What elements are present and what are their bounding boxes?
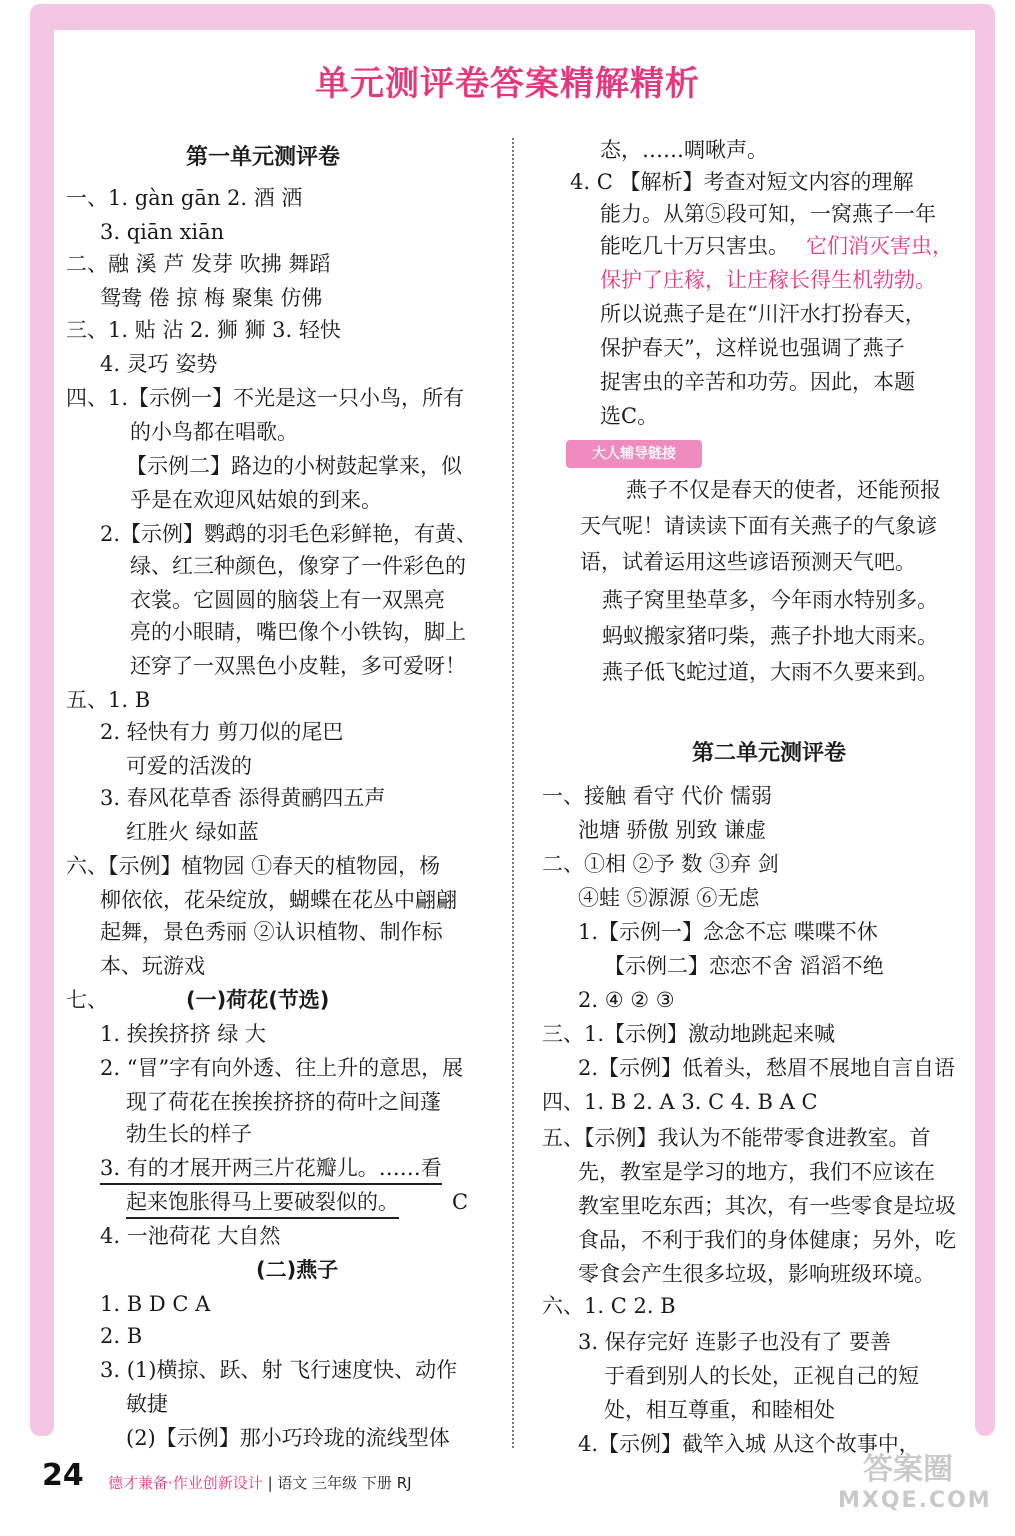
answer-line: 衣裳。它圆圆的脑袋上有一双黑亮 xyxy=(130,588,445,612)
answer-line: 所以说燕子是在“川汗水打扮春天， xyxy=(600,302,926,326)
page-number: 24 xyxy=(42,1458,84,1493)
answer-line: 一、1. gàn gān 2. 酒 洒 xyxy=(66,186,303,210)
answer-line: 零食会产生很多垃圾，影响班级环境。 xyxy=(578,1262,935,1286)
watermark-text: 答案圈 xyxy=(863,1452,953,1487)
answer-line: 敏捷 xyxy=(126,1392,168,1416)
answer-line: 现了荷花在挨挨挤挤的荷叶之间蓬 xyxy=(126,1090,441,1114)
answer-line: 4. 一池荷花 大自然 xyxy=(100,1224,281,1248)
answer-line: 【示例二】恋恋不舍 滔滔不绝 xyxy=(604,954,884,978)
answer-line: 红胜火 绿如蓝 xyxy=(126,820,259,844)
tip-line: 语，试着运用这些谚语预测天气吧。 xyxy=(580,550,916,574)
answer-line: 勃生长的样子 xyxy=(126,1122,252,1146)
page-title: 单元测评卷答案精解精析 xyxy=(315,64,700,104)
tutoring-link-badge: 大人辅导链接 xyxy=(566,440,702,468)
answer-line: 选C。 xyxy=(600,404,659,428)
answer-line: (2)【示例】那小巧玲珑的流线型体 xyxy=(126,1426,450,1450)
answer-line: 的小鸟都在唱歌。 xyxy=(130,420,298,444)
answer-line: 七、 xyxy=(66,988,108,1012)
watermark-logo xyxy=(838,1452,992,1518)
answer-line: 3. 保存完好 连影子也没有了 要善 xyxy=(578,1330,892,1354)
tip-line: 燕子不仅是春天的使者，还能预报 xyxy=(626,478,941,502)
answer-line: 态，……啁啾声。 xyxy=(600,138,768,162)
answer-line: ④蛙 ⑤源源 ⑥无虑 xyxy=(578,886,760,910)
answer-line: 六、【示例】植物园 ①春天的植物园，杨 xyxy=(66,854,441,878)
answer-line: 于看到别人的长处，正视自己的短 xyxy=(604,1364,919,1388)
underlined-sentence: 起来饱胀得马上要破裂似的。 xyxy=(126,1188,399,1219)
answer-line: 二、①相 ②予 数 ③弃 剑 xyxy=(542,852,779,876)
answer-line: 六、1. C 2. B xyxy=(542,1294,676,1318)
footer-separator: | xyxy=(267,1474,278,1492)
answer-line: 四、1. B 2. A 3. C 4. B A C xyxy=(542,1090,818,1114)
answer-line: 五、【示例】我认为不能带零食进教室。首 xyxy=(542,1126,931,1150)
highlighted-text: 它们消灭害虫， xyxy=(806,234,953,258)
column-divider xyxy=(512,138,514,1448)
answer-line: 2.【示例】低着头，愁眉不展地自言自语 xyxy=(578,1056,956,1080)
highlighted-text: 保护了庄稼，让庄稼长得生机勃勃。 xyxy=(600,268,936,292)
answer-line: 1. 挨挨挤挤 绿 大 xyxy=(100,1022,267,1046)
watermark-url: MXQE.COM xyxy=(838,1488,992,1513)
passage-title: (一)荷花(节选) xyxy=(186,988,330,1012)
answer-line: 鸳鸯 倦 掠 梅 聚集 仿佛 xyxy=(100,286,323,310)
answer-line: 本、玩游戏 xyxy=(100,954,205,978)
tip-line: 天气呢！请读读下面有关燕子的气象谚 xyxy=(580,514,937,538)
unit1-heading: 第一单元测评卷 xyxy=(186,145,341,170)
answer-line: 能吃几十万只害虫。 xyxy=(600,234,789,258)
footer-info xyxy=(108,1472,412,1493)
footer-book-info: 语文 三年级 下册 RJ xyxy=(277,1474,412,1492)
answer-line: 4. C 【解析】考查对短文内容的理解 xyxy=(570,170,914,194)
answer-line: 3. qiān xiān xyxy=(100,220,225,244)
answer-line: 1.【示例一】念念不忘 喋喋不休 xyxy=(578,920,878,944)
answer-line: 4. 灵巧 姿势 xyxy=(100,352,218,376)
answer-line: 乎是在欢迎风姑娘的到来。 xyxy=(130,488,382,512)
answer-line: 三、1. 贴 沾 2. 狮 狮 3. 轻快 xyxy=(66,318,341,342)
answer-line: 可爱的活泼的 xyxy=(126,754,252,778)
underlined-sentence: 3. 有的才展开两三片花瓣儿。……看 xyxy=(100,1154,442,1185)
answer-line: 一、接触 看守 代价 懦弱 xyxy=(542,784,773,808)
passage-title: (二)燕子 xyxy=(256,1258,339,1282)
answer-line: 二、融 溪 芦 发芽 吹拂 舞蹈 xyxy=(66,252,331,276)
answer-line: 4.【示例】截竿入城 从这个故事中， xyxy=(578,1432,920,1456)
answer-line: 亮的小眼睛，嘴巴像个小铁钩，脚上 xyxy=(130,620,466,644)
answer-line: 处，相互尊重，和睦相处 xyxy=(604,1398,835,1422)
answer-line: 3. 春风花草香 添得黄鹂四五声 xyxy=(100,786,386,810)
answer-line: 2.【示例】鹦鹉的羽毛色彩鲜艳，有黄、 xyxy=(100,522,478,546)
answer-line: 三、1.【示例】激动地跳起来喊 xyxy=(542,1022,836,1046)
answer-line: 能力。从第⑤段可知，一窝燕子一年 xyxy=(600,202,936,226)
answer-line: 1. B D C A xyxy=(100,1292,211,1316)
answer-line: C xyxy=(452,1190,469,1214)
answer-line: 捉害虫的辛苦和功劳。因此，本题 xyxy=(600,370,915,394)
answer-line: 3. (1)横掠、跃、射 飞行速度快、动作 xyxy=(100,1358,458,1382)
answer-line: 池塘 骄傲 别致 谦虚 xyxy=(578,818,767,842)
answer-line: 五、1. B xyxy=(66,688,151,712)
answer-line: 四、1.【示例一】不光是这一只小鸟，所有 xyxy=(66,386,465,410)
proverb-line: 蚂蚁搬家猪叼柴，燕子扑地大雨来。 xyxy=(602,624,938,648)
answer-line: 2. “冒”字有向外透、往上升的意思，展 xyxy=(100,1056,464,1080)
answer-line: 【示例二】路边的小树鼓起掌来，似 xyxy=(126,454,462,478)
answer-line: 2. 轻快有力 剪刀似的尾巴 xyxy=(100,720,344,744)
unit2-heading: 第二单元测评卷 xyxy=(692,741,847,766)
footer-brand: 德才兼备·作业创新设计 xyxy=(108,1474,263,1492)
page-frame-right xyxy=(975,4,995,1436)
answer-line: 起舞，景色秀丽 ②认识植物、制作标 xyxy=(100,920,443,944)
answer-line: 先，教室是学习的地方，我们不应该在 xyxy=(578,1160,935,1184)
page-frame-left xyxy=(30,4,54,1436)
page-frame-top xyxy=(30,4,995,30)
answer-line: 2. B xyxy=(100,1324,143,1348)
answer-line: 绿、红三种颜色，像穿了一件彩色的 xyxy=(130,554,466,578)
proverb-line: 燕子窝里垫草多，今年雨水特别多。 xyxy=(602,588,938,612)
answer-line: 还穿了一双黑色小皮鞋，多可爱呀！ xyxy=(130,654,466,678)
answer-line: 食品，不利于我们的身体健康；另外，吃 xyxy=(578,1228,956,1252)
proverb-line: 燕子低飞蛇过道，大雨不久要来到。 xyxy=(602,660,938,684)
answer-line: 教室里吃东西；其次，有一些零食是垃圾 xyxy=(578,1194,956,1218)
answer-line: 柳依依，花朵绽放，蝴蝶在花丛中翩翩 xyxy=(100,888,457,912)
answer-line: 保护春天”，这样说也强调了燕子 xyxy=(600,336,905,360)
answer-line: 2. ④ ② ③ xyxy=(578,988,675,1012)
